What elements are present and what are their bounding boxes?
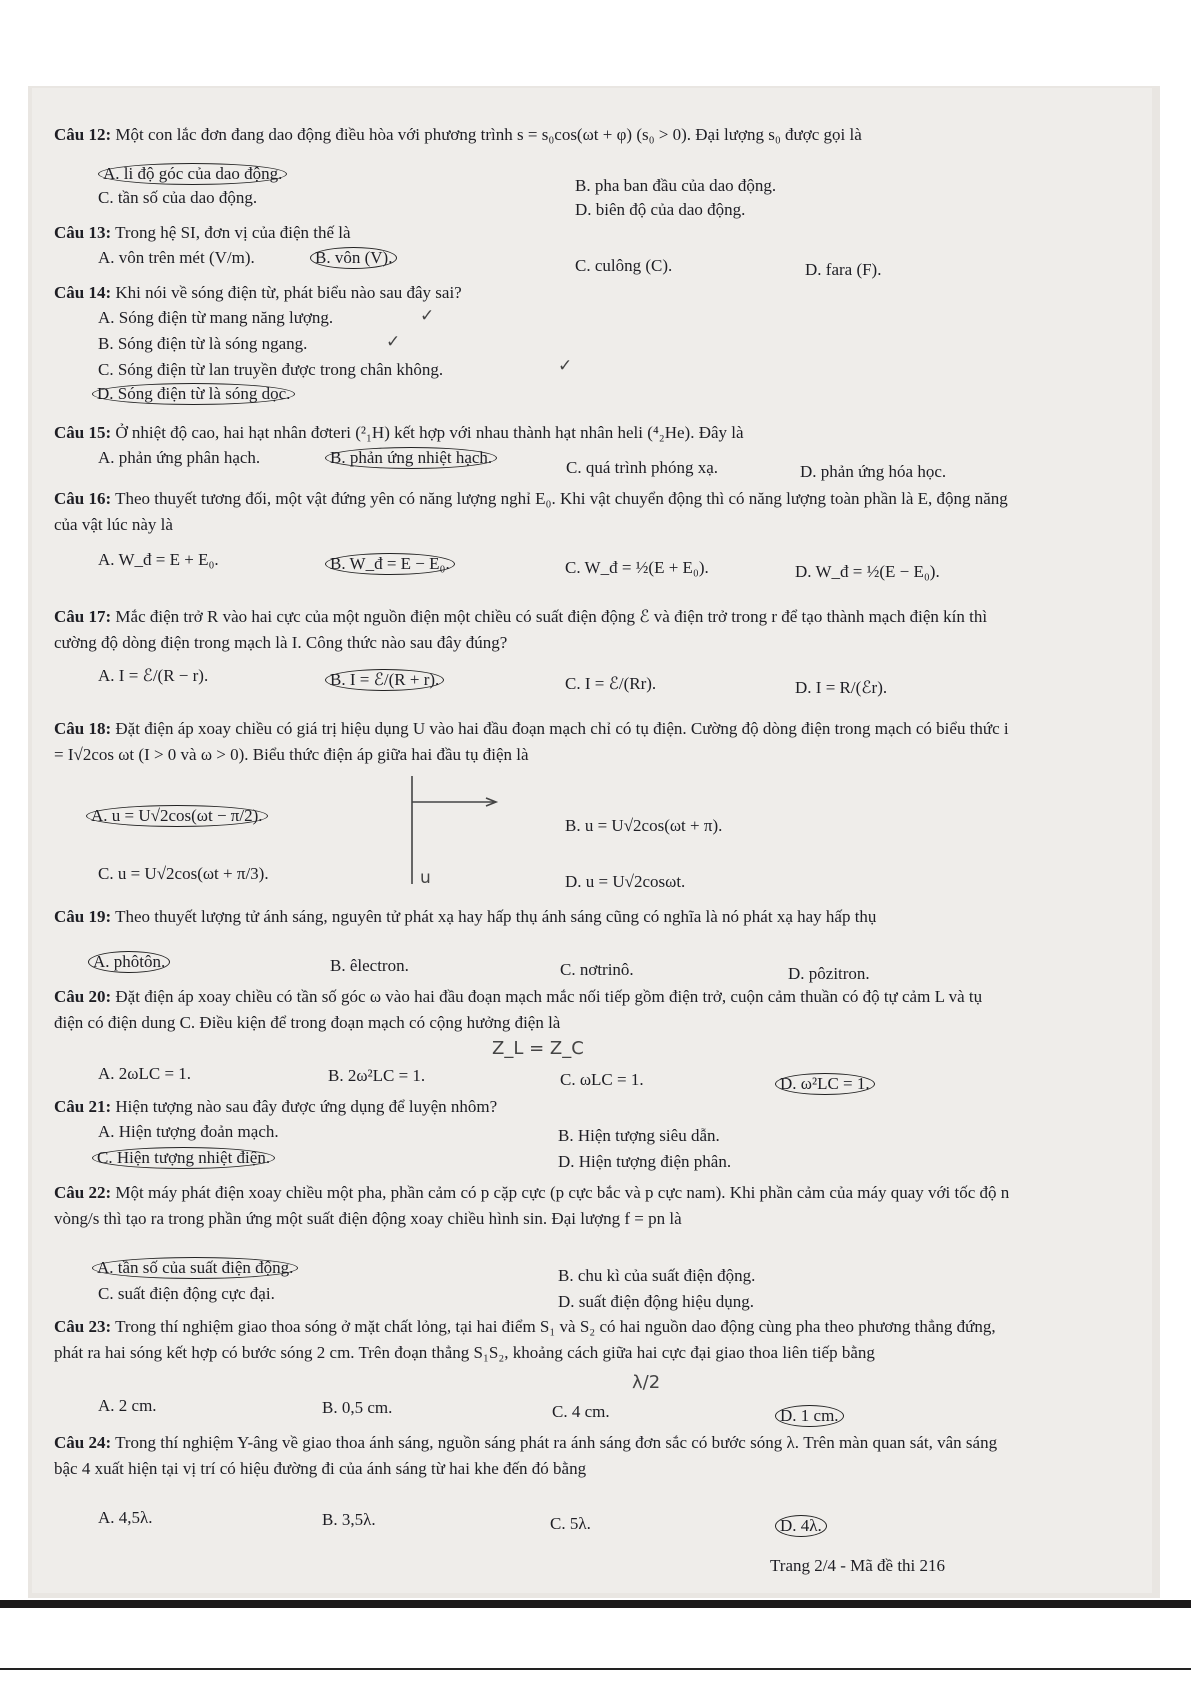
q24-option-b[interactable]: B. 3,5λ. [322,1510,376,1529]
question-18 [54,716,1014,768]
answer-circle: D. Sóng điện từ là sóng dọc. [92,383,295,405]
q13-option-a[interactable]: A. vôn trên mét (V/m). [98,248,255,267]
q22-option-d[interactable]: D. suất điện động hiệu dụng. [558,1292,754,1311]
q15-option-a[interactable]: A. phản ứng phân hạch. [98,448,261,467]
answer-circle: D. 4λ. [775,1515,827,1537]
question-label: Câu 17: [54,607,112,626]
question-stem: Khi nói về sóng điện từ, phát biểu nào sau đây sai? [115,283,462,302]
q21-option-d[interactable]: D. Hiện tượng điện phân. [558,1152,732,1171]
q19-option-b[interactable]: B. êlectron. [330,956,409,975]
scan-bottom-strip [0,1600,1191,1608]
handwritten-note: Z_L = Z_C [492,1038,584,1059]
q20-option-c[interactable]: C. ωLC = 1. [560,1070,644,1089]
question-stem: Theo thuyết lượng tử ánh sáng, nguyên tử phát xạ hay hấp thụ ánh sáng cũng có nghĩa là nó phát xạ hay hấp thụ [115,907,877,926]
q16-option-b[interactable] [325,552,455,576]
q18-option-d[interactable]: D. u = U√2cosωt. [565,872,686,891]
q24-option-c[interactable]: C. 5λ. [550,1514,591,1533]
answer-circle: A. phôtôn. [88,951,170,973]
answer-circle: A. li độ góc của dao động. [98,163,287,185]
q24-option-d[interactable] [775,1514,827,1538]
page-bottom-rule [0,1668,1191,1670]
q18-option-a[interactable] [86,804,268,828]
question-stem: Một con lắc đơn đang dao động điều hòa với phương trình s = s₀cos(ωt + φ) (s₀ > 0). Đại lượng s₀ được gọi là [115,125,862,144]
question-label: Câu 20: [54,987,112,1006]
q12-option-b[interactable]: B. pha ban đầu của dao động. [575,176,777,195]
q12-option-d[interactable]: D. biên độ của dao động. [575,200,746,219]
question-stem: Hiện tượng nào sau đây được ứng dụng để luyện nhôm? [115,1097,498,1116]
q19-option-c[interactable]: C. nơtrinô. [560,960,634,979]
q13-option-c[interactable]: C. culông (C). [575,256,673,275]
q21-option-c[interactable] [92,1146,275,1170]
q14-option-d[interactable] [92,382,295,406]
answer-circle: C. Hiện tượng nhiệt điện. [92,1147,275,1169]
q24-option-a[interactable]: A. 4,5λ. [98,1508,153,1527]
check-mark: ✓ [386,332,401,352]
answer-circle: D. 1 cm. [775,1405,844,1427]
question-label: Câu 19: [54,907,112,926]
question-stem: Đặt điện áp xoay chiều có giá trị hiệu dụng U vào hai đầu đoạn mạch chỉ có tụ điện. Cường độ dòng điện trong mạch có biểu thức i = I√2cos ωt (I > 0 và ω > 0). Biểu thức điện áp giữa hai đầu tụ điện là [54,719,1009,764]
page-footer: Trang 2/4 - Mã đề thi 216 [770,1556,946,1575]
handwritten-note: λ/2 [632,1372,661,1393]
question-stem: Mắc điện trở R vào hai cực của một nguồn điện một chiều có suất điện động ℰ và điện trở trong r để tạo thành mạch điện kín thì cường độ dòng điện trong mạch là I. Công thức nào sau đây đúng? [54,607,988,652]
question-stem: Trong thí nghiệm Y-âng về giao thoa ánh sáng, nguồn sáng phát ra ánh sáng đơn sắc có bước sóng λ. Trên màn quan sát, vân sáng bậc 4 xuất hiện tại vị trí có hiệu đường đi của ánh sáng từ hai khe đến đó bằng [54,1433,998,1478]
question-label: Câu 18: [54,719,112,738]
answer-circle: A. u = U√2cos(ωt − π/2). [86,805,268,827]
q14-option-c[interactable]: C. Sóng điện từ lan truyền được trong chân không. [98,360,444,379]
question-stem: Một máy phát điện xoay chiều một pha, phần cảm có p cặp cực (p cực bắc và p cực nam). Khi phần cảm của máy quay với tốc độ n vòng/s thì tạo ra trong phần ứng một suất điện động xoay chiều hình sin. Đại lượng f = pn là [54,1183,1010,1228]
question-label: Câu 22: [54,1183,112,1202]
question-16 [54,486,1014,538]
question-label: Câu 21: [54,1097,112,1116]
q16-option-d[interactable]: D. W_đ = ½(E − E₀). [795,562,940,581]
phasor-axis-label: u [420,868,431,888]
q22-option-a[interactable] [92,1256,298,1280]
check-mark: ✓ [558,356,573,376]
question-label: Câu 13: [54,223,112,242]
q20-option-d[interactable] [775,1072,875,1096]
answer-circle: B. W_đ = E − E₀. [325,553,455,575]
question-stem: Trong hệ SI, đơn vị của điện thế là [115,223,351,242]
question-label: Câu 23: [54,1317,112,1336]
q16-option-c[interactable]: C. W_đ = ½(E + E₀). [565,558,709,577]
answer-circle: B. vôn (V). [310,247,397,269]
q18-option-b[interactable]: B. u = U√2cos(ωt + π). [565,816,723,835]
question-20 [54,984,1014,1036]
q23-option-c[interactable]: C. 4 cm. [552,1402,610,1421]
q15-option-d[interactable]: D. phản ứng hóa học. [800,462,947,481]
q17-option-a[interactable]: A. I = ℰ/(R − r). [98,666,209,685]
question-stem: Đặt điện áp xoay chiều có tần số góc ω vào hai đầu đoạn mạch mắc nối tiếp gồm điện trở, cuộn cảm thuần có độ tự cảm L và tụ điện có điện dung C. Điều kiện để trong đoạn mạch có cộng hưởng điện là [54,987,983,1032]
answer-circle: A. tần số của suất điện động. [92,1257,298,1279]
question-17 [54,604,1014,656]
question-label: Câu 15: [54,423,112,442]
q12-option-c[interactable]: C. tần số của dao động. [98,188,258,207]
q19-option-a[interactable] [88,950,170,974]
answer-circle: D. ω²LC = 1. [775,1073,875,1095]
answer-circle: B. I = ℰ/(R + r). [325,669,444,691]
q13-option-d[interactable]: D. fara (F). [805,260,882,279]
check-mark: ✓ [420,306,435,326]
q17-option-c[interactable]: C. I = ℰ/(Rr). [565,674,657,693]
question-label: Câu 24: [54,1433,112,1452]
q15-option-b[interactable] [325,446,497,470]
q21-option-a[interactable]: A. Hiện tượng đoản mạch. [98,1122,279,1141]
question-15 [54,420,1014,446]
question-stem: Trong thí nghiệm giao thoa sóng ở mặt chất lỏng, tại hai điểm S₁ và S₂ có hai nguồn dao động cùng pha theo phương thẳng đứng, phát ra hai sóng kết hợp có bước sóng 2 cm. Trên đoạn thẳng S₁S₂, khoảng cách giữa hai cực đại giao thoa liên tiếp bằng [54,1317,996,1362]
question-label: Câu 14: [54,283,112,302]
question-stem: Theo thuyết tương đối, một vật đứng yên có năng lượng nghỉ E₀. Khi vật chuyển động thì có năng lượng toàn phần là E, động năng của vật lúc này là [54,489,1008,534]
question-21 [54,1094,1014,1120]
q18-option-c[interactable]: C. u = U√2cos(ωt + π/3). [98,864,269,883]
answer-circle: B. phản ứng nhiệt hạch. [325,447,497,469]
question-14 [54,280,1014,306]
q20-option-a[interactable]: A. 2ωLC = 1. [98,1064,192,1083]
q14-option-a[interactable]: A. Sóng điện từ mang năng lượng. [98,308,334,327]
question-19 [54,904,1014,930]
question-label: Câu 12: [54,125,112,144]
question-22 [54,1180,1014,1232]
question-12 [54,122,1014,148]
q20-option-b[interactable]: B. 2ω²LC = 1. [328,1066,426,1085]
question-24 [54,1430,1014,1482]
q23-option-a[interactable]: A. 2 cm. [98,1396,157,1415]
q15-option-c[interactable]: C. quá trình phóng xạ. [566,458,719,477]
q13-option-b[interactable] [310,246,397,270]
q23-option-b[interactable]: B. 0,5 cm. [322,1398,393,1417]
question-label: Câu 16: [54,489,112,508]
q21-option-b[interactable]: B. Hiện tượng siêu dẫn. [558,1126,720,1145]
q19-option-d[interactable]: D. pôzitron. [788,964,870,983]
q17-option-d[interactable]: D. I = R/(ℰr). [795,678,888,697]
q22-option-b[interactable]: B. chu kì của suất điện động. [558,1266,756,1285]
q14-option-b[interactable]: B. Sóng điện từ là sóng ngang. [98,334,308,353]
q17-option-b[interactable] [325,668,444,692]
question-13 [54,220,1014,246]
q22-option-c[interactable]: C. suất điện động cực đại. [98,1284,275,1303]
question-stem: Ở nhiệt độ cao, hai hạt nhân đơteri (²₁H) kết hợp với nhau thành hạt nhân heli (⁴₂He). Đây là [115,423,744,442]
question-23 [54,1314,1014,1366]
q12-option-a[interactable] [98,162,287,186]
q16-option-a[interactable]: A. W_đ = E + E₀. [98,550,219,569]
q23-option-d[interactable] [775,1404,844,1428]
